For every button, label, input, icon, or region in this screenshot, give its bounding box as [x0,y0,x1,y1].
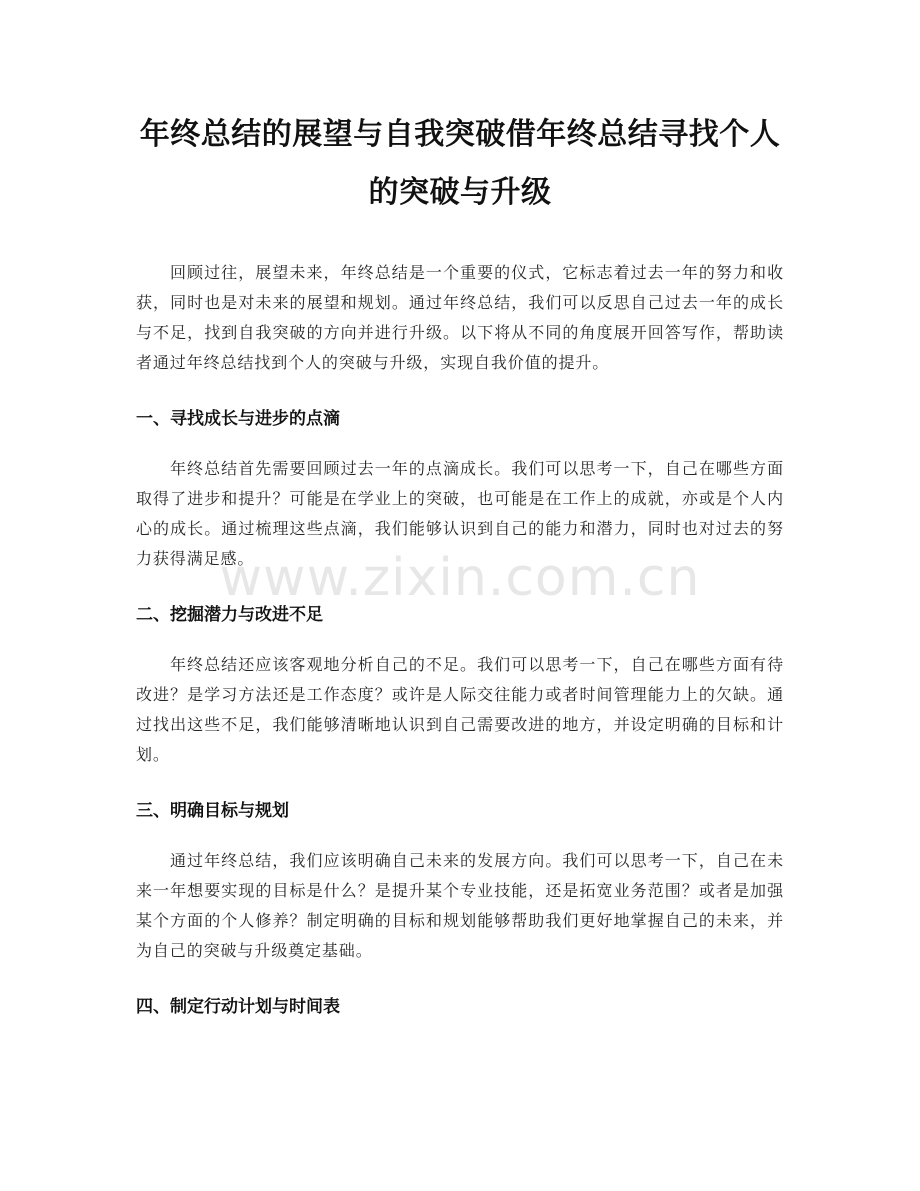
section-3-heading: 三、明确目标与规划 [136,801,289,821]
watermark: www.zixin.com.cn [219,548,701,608]
section-1-heading: 一、寻找成长与进步的点滴 [136,409,340,429]
section-4-heading: 四、制定行动计划与时间表 [136,997,340,1017]
intro-paragraph: 回顾过往，展望未来，年终总结是一个重要的仪式，它标志着过去一年的努力和收获，同时也是对未来的展望和规划。通过年终总结，我们可以反思自己过去一年的成长与不足，找到自我突破的方向并进行升级。以下将从不同的角度展开回答写作，帮助读者通过年终总结找到个人的突破与升级，实现自我价值的提升。 [136,263,784,372]
section-2-heading: 二、挖掘潜力与改进不足 [136,605,323,625]
section-3-body: 通过年终总结，我们应该明确自己未来的发展方向。我们可以思考一下，自己在未来一年想要实现的目标是什么？是提升某个专业技能，还是拓宽业务范围？或者是加强某个方面的个人修养？制定明确的目标和规划能够帮助我们更好地掌握自己的未来，并为自己的突破与升级奠定基础。 [136,851,784,960]
section-1-body: 年终总结首先需要回顾过去一年的点滴成长。我们可以思考一下，自己在哪些方面取得了进步和提升？可能是在学业上的突破，也可能是在工作上的成就，亦或是个人内心的成长。通过梳理这些点滴，我们能够认识到自己的能力和潜力，同时也对过去的努力获得满足感。 [136,459,784,568]
section-2-body: 年终总结还应该客观地分析自己的不足。我们可以思考一下，自己在哪些方面有待改进？是学习方法还是工作态度？或许是人际交往能力或者时间管理能力上的欠缺。通过找出这些不足，我们能够清晰地认识到自己需要改进的地方，并设定明确的目标和计划。 [136,655,784,764]
document-title: 年终总结的展望与自我突破借年终总结寻找个人的突破与升级 [139,117,781,210]
